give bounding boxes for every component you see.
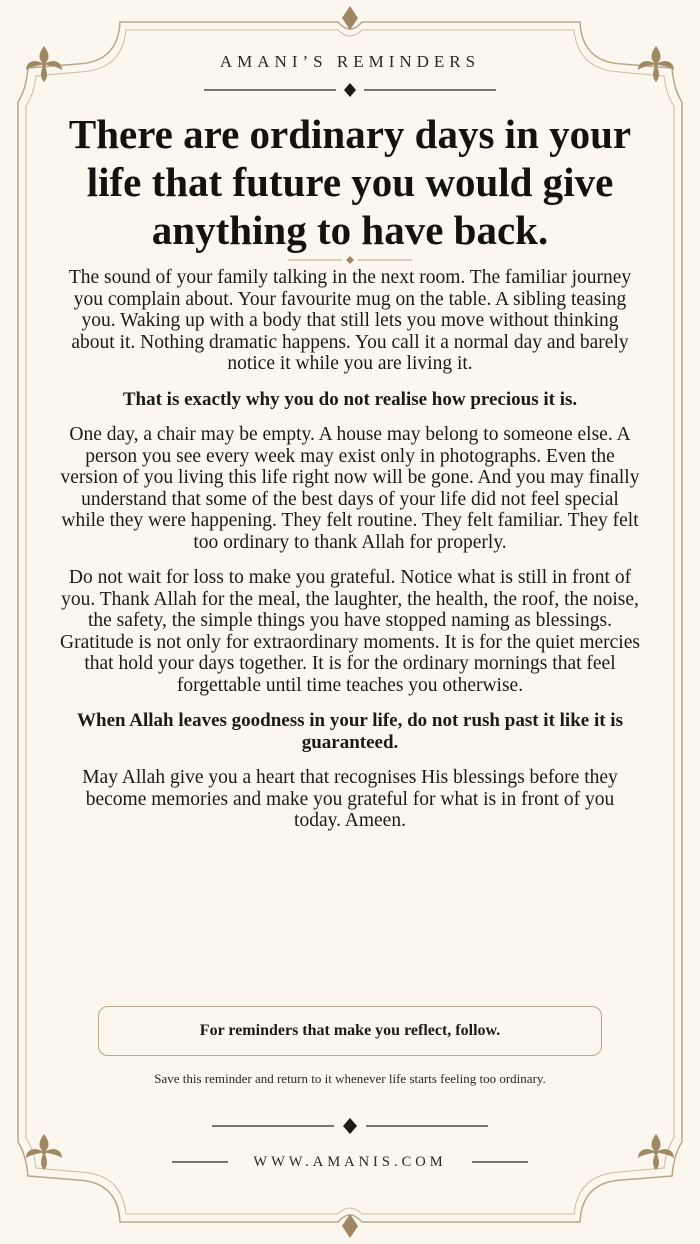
headline: There are ordinary days in your life that future you would give anything to have back. (68, 111, 632, 253)
diamond-ornament-icon (342, 1214, 358, 1238)
emphasis-line: That is exactly why you do not realise how precious it is. (122, 388, 578, 410)
diamond-ornament-icon (344, 83, 356, 97)
reminder-body (60, 267, 640, 846)
diamond-ornament-icon (342, 6, 358, 30)
diamond-ornament-icon (346, 256, 354, 264)
paragraph: The sound of your family talking in the next room. The familiar journey you complain about. Your favourite mug on the table. A sibling teasing you. Waking up with a body that still lets you move without thinking about it. Nothing dramatic happens. You call it a normal day and barely notice it while you are living it. (68, 267, 632, 374)
brand-title: AMANI’S REMINDERS (219, 52, 481, 71)
save-note: Save this reminder and return to it whenever life starts feeling too ordinary. (154, 1071, 546, 1086)
paragraph: May Allah give you a heart that recognises His blessings before they become memories and make you grateful for what is in front of you today. Ameen. (82, 767, 618, 831)
paragraph: One day, a chair may be empty. A house may belong to someone else. A person you see every week may exist only in photographs. Even the version of you living this life right now will be gone. And you may finally understand that some of the best days of your life did not feel special while they were happening. They felt routine. They felt familiar. They felt too ordinary to thank Allah for properly. (60, 424, 640, 553)
paragraph: Do not wait for loss to make you grateful. Notice what is still in front of you. Thank Allah for the meal, the laughter, the health, the roof, the noise, the safety, the simple things you have stopped naming as blessings. Gratitude is not only for extraordinary moments. It is for the quiet mercies that hold your days together. It is for the ordinary mornings that feel forgettable until time teaches you otherwise. (60, 567, 640, 696)
diamond-ornament-icon (343, 1118, 357, 1134)
website-link[interactable]: WWW.AMANIS.COM (253, 1154, 447, 1170)
follow-cta-box[interactable]: For reminders that make you reflect, follow. (98, 1006, 602, 1056)
emphasis-line: When Allah leaves goodness in your life, do not rush past it like it is guaranteed. (77, 710, 623, 753)
